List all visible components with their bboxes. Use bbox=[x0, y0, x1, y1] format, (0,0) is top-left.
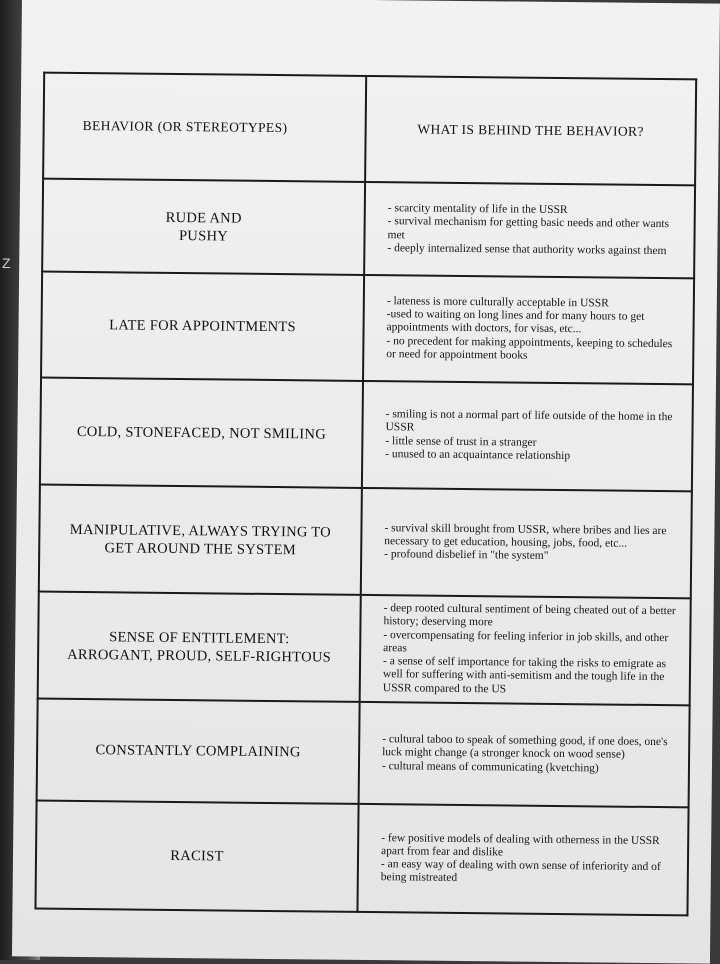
behavior-line: RACIST bbox=[170, 847, 224, 865]
explanation-item: - few positive models of dealing with otherness in the USSR apart from fear and dislike bbox=[381, 831, 660, 859]
behavior-line: MANIPULATIVE, ALWAYS TRYING TO bbox=[69, 521, 332, 541]
behavior-line: COLD, STONEFACED, NOT SMILING bbox=[76, 423, 327, 443]
behavior-label bbox=[41, 422, 361, 443]
behavior-cell bbox=[38, 592, 361, 702]
explanation-item: - scarcity mentality of life in the USSR bbox=[387, 202, 568, 217]
behavior-cell bbox=[35, 801, 358, 912]
table-row bbox=[35, 801, 688, 916]
explanation-item: - unused to an acquaintance relationship bbox=[385, 447, 571, 462]
explanation-item: - overcompensating for feeling inferior in job skills, and other areas bbox=[383, 628, 669, 655]
explanation-item: - deeply internalized sense that authority works against them bbox=[387, 241, 667, 257]
behavior-label bbox=[40, 520, 360, 559]
explanation-list bbox=[365, 202, 694, 258]
behavior-cell bbox=[40, 378, 363, 488]
explanation-item: - cultural means of communicating (kvetching) bbox=[381, 759, 599, 775]
explanation-list bbox=[360, 733, 688, 776]
behavior-line: CONSTANTLY COMPLAINING bbox=[95, 742, 301, 761]
behavior-line: SENSE OF ENTITLEMENT: bbox=[109, 628, 290, 647]
explanation-cell bbox=[359, 702, 690, 807]
behavior-line: ARROGANT, PROUD, SELF-RIGHTOUS bbox=[67, 646, 332, 666]
behavior-label bbox=[42, 316, 362, 337]
explanation-item: - no precedent for making appointments, keeping to schedules or need for appointment books bbox=[386, 334, 673, 362]
table-row bbox=[42, 179, 695, 279]
table-row bbox=[38, 592, 691, 706]
explanation-item: - survival skill brought from USSR, where bribes and lies are necessary to get education, housing, jobs, food, etc... bbox=[384, 521, 667, 550]
behavior-cell bbox=[37, 699, 360, 804]
header-row bbox=[43, 73, 696, 186]
explanation-cell bbox=[363, 275, 694, 384]
table-row bbox=[40, 378, 693, 492]
table-row bbox=[37, 699, 690, 808]
explanation-item: - deep rooted cultural sentiment of being cheated out of a better history; deserving more bbox=[383, 602, 676, 629]
behavior-line: LATE FOR APPOINTMENTS bbox=[109, 317, 297, 336]
table-row bbox=[41, 272, 694, 385]
explanation-cell bbox=[360, 595, 691, 705]
explanation-item: - lateness is more culturally acceptable in USSR bbox=[386, 295, 609, 310]
explanation-item: - survival mechanism for getting basic needs and other wants met bbox=[387, 215, 670, 241]
behavior-label bbox=[38, 741, 358, 762]
behavior-table bbox=[34, 72, 697, 917]
behavior-line: PUSHY bbox=[178, 227, 229, 245]
explanation-list bbox=[364, 295, 693, 364]
header-cell-behavior bbox=[43, 73, 366, 182]
explanation-item: -used to waiting on long lines and for many hours to get appointments with doctors, for visas, etc... bbox=[386, 308, 645, 336]
behavior-label bbox=[43, 207, 363, 246]
explanation-item: - an easy way of dealing with own sense of inferiority and of being mistreated bbox=[380, 858, 661, 885]
explanation-item: - a sense of self importance for taking the risks to emigrate as well for suffering with anti-semitism and the tough life in the USSR compared to the US bbox=[382, 655, 667, 695]
explanation-item: - cultural taboo to speak of something good, if one does, one's luck might change (a stronger knock on wood sense) bbox=[382, 733, 668, 762]
background-letter-mark: Z bbox=[2, 255, 11, 271]
behavior-cell bbox=[41, 272, 364, 381]
explanation-cell bbox=[357, 804, 688, 915]
behavior-cell bbox=[42, 179, 365, 275]
header-behind: WHAT IS BEHIND THE BEHAVIOR? bbox=[417, 121, 644, 139]
header-behavior: BEHAVIOR (OR STEREOTYPES) bbox=[82, 117, 288, 136]
explanation-list bbox=[362, 522, 690, 565]
explanation-list bbox=[363, 408, 692, 464]
explanation-item: - little sense of trust in a stranger bbox=[385, 434, 537, 449]
behavior-line: GET AROUND THE SYSTEM bbox=[104, 539, 297, 558]
explanation-cell bbox=[364, 182, 695, 278]
explanation-cell bbox=[361, 488, 692, 598]
behavior-label bbox=[39, 627, 359, 666]
paper-sheet bbox=[12, 0, 720, 964]
behavior-line: RUDE AND bbox=[165, 209, 242, 227]
behavior-cell bbox=[39, 485, 362, 595]
explanation-list bbox=[359, 832, 688, 888]
explanation-cell bbox=[362, 381, 693, 491]
explanation-item: - profound disbelief in "the system" bbox=[384, 548, 549, 562]
explanation-item: - smiling is not a normal part of life outside of the home in the USSR bbox=[385, 408, 673, 434]
header-cell-behind bbox=[365, 76, 696, 185]
table-row bbox=[39, 485, 692, 599]
explanation-list bbox=[361, 602, 690, 698]
behavior-label bbox=[37, 846, 357, 867]
